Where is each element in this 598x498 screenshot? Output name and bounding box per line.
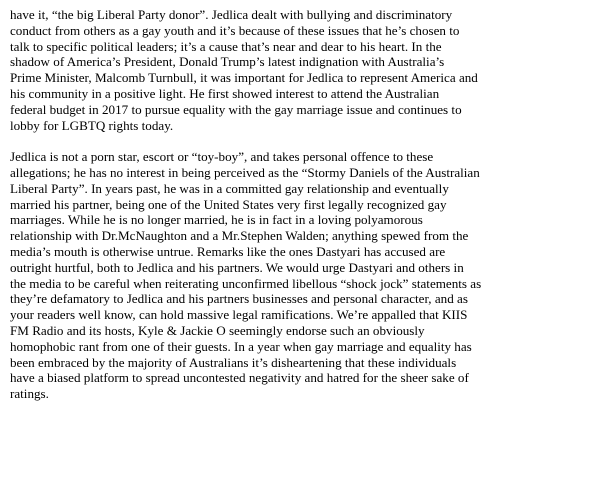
text-line: allegations; he has no interest in being perceived as the “Stormy Daniels of the Australian <box>10 164 480 180</box>
text-line: talk to specific political leaders; it’s a cause that’s near and dear to his heart. In the <box>10 38 442 54</box>
paragraph-2 <box>10 149 594 402</box>
text-line: his community in a positive light. He first showed interest to attend the Australian <box>10 85 440 101</box>
text-line: conduct from others as a gay youth and it’s because of these issues that he’s chosen to <box>10 22 460 38</box>
text-line: have it, “the big Liberal Party donor”. Jedlica dealt with bullying and discriminatory <box>10 7 453 22</box>
text-line: married his partner, being one of the United States very first legally recognized gay <box>10 196 447 212</box>
text-line: federal budget in 2017 to pursue equality with the gay marriage issue and continues to <box>10 101 462 117</box>
text-line: been embraced by the majority of Australians it’s disheartening that these individuals <box>10 354 457 370</box>
text-line: relationship with Dr.McNaughton and a Mr.Stephen Walden; anything spewed from the <box>10 228 469 244</box>
text-line: FM Radio and its hosts, Kyle & Jackie O seemingly endorse such an obviously <box>10 322 425 338</box>
text-line: shadow of America’s President, Donald Trump’s latest indignation with Australia’s <box>10 54 445 70</box>
text-line: media’s mouth is otherwise untrue. Remarks like the ones Dastyari has accused are <box>10 243 446 259</box>
text-line: the media to be careful when reiterating unconfirmed libellous “shock jock” statements as <box>10 275 482 291</box>
document-body <box>10 7 594 402</box>
text-line: Liberal Party”. In years past, he was in a committed gay relationship and eventually <box>10 180 449 196</box>
text-line: lobby for LGBTQ rights today. <box>10 117 174 133</box>
text-line: Prime Minister, Malcomb Turnbull, it was important for Jedlica to represent America and <box>10 70 478 86</box>
text-line: they’re defamatory to Jedlica and his partners businesses and personal character, and as <box>10 291 468 307</box>
text-line: Jedlica is not a porn star, escort or “toy-boy”, and takes personal offence to these <box>10 149 434 165</box>
text-line: homophobic rant from one of their guests. In a year when gay marriage and equality has <box>10 338 472 354</box>
text-line: marriages. While he is no longer married, he is in fact in a loving polyamorous <box>10 212 423 228</box>
text-line: your readers well know, can hold massive legal ramifications. We’re appalled that KIIS <box>10 307 468 323</box>
text-line: ratings. <box>10 386 49 402</box>
paragraph-1 <box>10 7 594 133</box>
text-line: outright hurtful, both to Jedlica and his partners. We would urge Dastyari and others in <box>10 259 464 275</box>
paragraph-spacer <box>10 133 594 149</box>
text-line: have a biased platform to spread uncontested negativity and hatred for the sheer sake of <box>10 370 469 386</box>
